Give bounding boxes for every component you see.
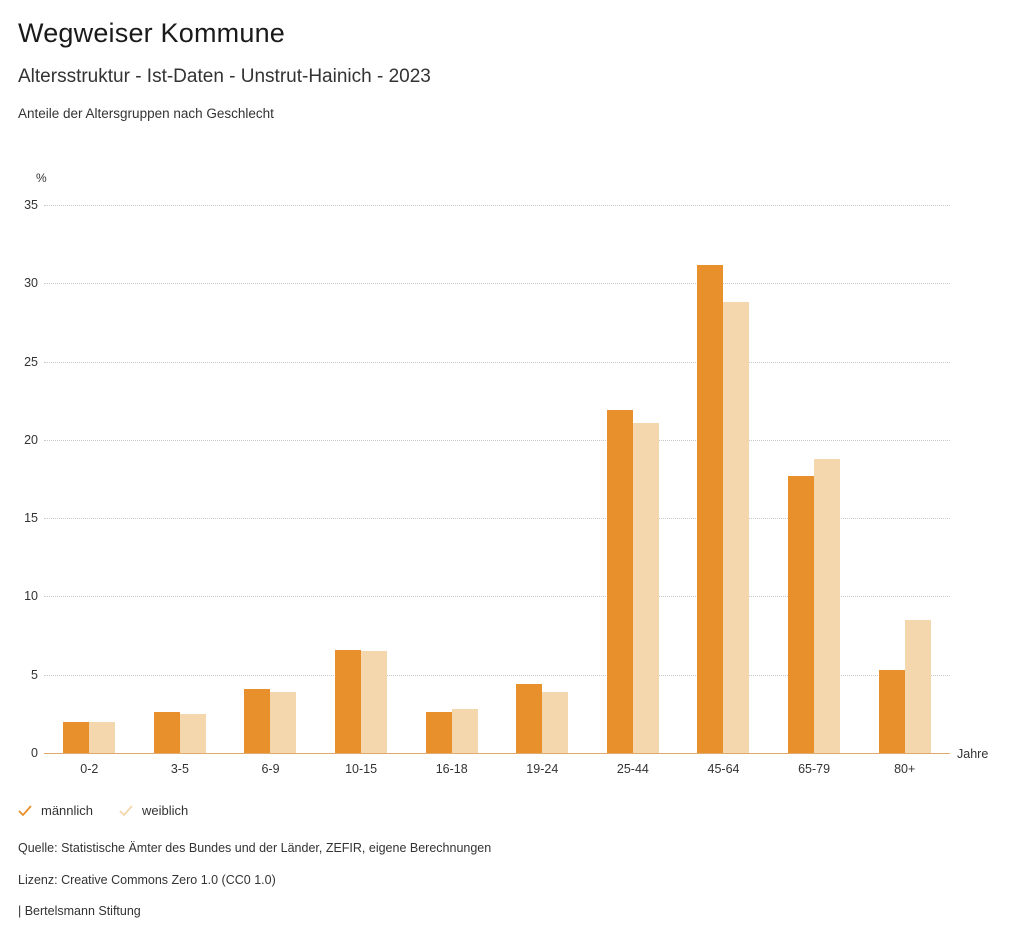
bar-männlich-19-24[interactable] bbox=[516, 684, 542, 753]
bar-weiblich-19-24[interactable] bbox=[542, 692, 568, 753]
bar-männlich-10-15[interactable] bbox=[335, 650, 361, 753]
bar-group bbox=[225, 205, 316, 753]
gridline bbox=[44, 753, 950, 754]
legend-item-label: weiblich bbox=[142, 803, 189, 818]
page-caption: Anteile der Altersgruppen nach Geschlecht bbox=[18, 106, 274, 121]
bar-group bbox=[135, 205, 226, 753]
bar-group bbox=[406, 205, 497, 753]
y-axis-tick-label: 0 bbox=[31, 746, 38, 760]
bar-group bbox=[316, 205, 407, 753]
bar-männlich-80+[interactable] bbox=[879, 670, 905, 753]
bar-group bbox=[769, 205, 860, 753]
legend-item-label: männlich bbox=[41, 803, 94, 818]
bar-weiblich-80+[interactable] bbox=[905, 620, 931, 753]
bar-group bbox=[859, 205, 950, 753]
bar-männlich-6-9[interactable] bbox=[244, 689, 270, 753]
bar-männlich-0-2[interactable] bbox=[63, 722, 89, 753]
bar-weiblich-3-5[interactable] bbox=[180, 714, 206, 753]
x-axis-tick-label: 80+ bbox=[894, 762, 916, 776]
bar-männlich-25-44[interactable] bbox=[607, 410, 633, 753]
x-axis-tick-label: 10-15 bbox=[345, 762, 378, 776]
bar-männlich-45-64[interactable] bbox=[697, 265, 723, 754]
y-axis-tick-label: 30 bbox=[24, 276, 38, 291]
y-axis-tick-label: 10 bbox=[24, 589, 38, 604]
page-title: Wegweiser Kommune bbox=[18, 18, 286, 48]
page-subtitle: Altersstruktur - Ist-Daten - Unstrut-Hainich - 2023 bbox=[18, 66, 431, 87]
y-axis-unit-label: % bbox=[36, 171, 47, 185]
bar-group bbox=[44, 205, 135, 753]
x-axis-tick-label: 3-5 bbox=[170, 762, 189, 776]
y-axis-tick-labels bbox=[0, 198, 38, 760]
footer-source: Quelle: Statistische Ämter des Bundes und der Länder, ZEFIR, eigene Berechnungen bbox=[18, 841, 492, 855]
check-icon[interactable] bbox=[18, 804, 32, 818]
bar-group bbox=[588, 205, 679, 753]
bar-weiblich-45-64[interactable] bbox=[723, 302, 749, 753]
bar-group bbox=[497, 205, 588, 753]
x-axis-tick-label: 16-18 bbox=[435, 762, 468, 776]
x-axis-tick-label: 25-44 bbox=[616, 762, 649, 776]
y-axis-tick-label: 20 bbox=[24, 432, 38, 447]
x-axis-tick-label: 6-9 bbox=[261, 762, 280, 776]
plot-area bbox=[44, 205, 950, 753]
bar-weiblich-25-44[interactable] bbox=[633, 423, 659, 753]
bar-weiblich-0-2[interactable] bbox=[89, 722, 115, 753]
y-axis-tick-label: 35 bbox=[24, 198, 38, 212]
bar-weiblich-65-79[interactable] bbox=[814, 459, 840, 753]
bar-group bbox=[678, 205, 769, 753]
bar-männlich-16-18[interactable] bbox=[426, 712, 452, 753]
y-axis-tick-label: 15 bbox=[24, 511, 38, 526]
bar-weiblich-10-15[interactable] bbox=[361, 651, 387, 753]
footer-license: Lizenz: Creative Commons Zero 1.0 (CC0 1.0) bbox=[18, 872, 276, 887]
legend-item-männlich[interactable] bbox=[18, 803, 93, 818]
y-axis-tick-label: 5 bbox=[31, 667, 38, 682]
footer bbox=[18, 842, 491, 937]
x-axis-tick-label: 45-64 bbox=[707, 762, 740, 776]
bar-männlich-3-5[interactable] bbox=[154, 712, 180, 753]
legend-item-weiblich[interactable] bbox=[119, 803, 188, 818]
x-axis-tick-label: 19-24 bbox=[526, 762, 559, 776]
bar-weiblich-6-9[interactable] bbox=[270, 692, 296, 753]
check-icon[interactable] bbox=[119, 804, 133, 818]
x-axis-tick-label: 0-2 bbox=[80, 762, 99, 776]
x-axis-unit-label: Jahre bbox=[957, 747, 989, 761]
footer-publisher: | Bertelsmann Stiftung bbox=[18, 904, 141, 918]
x-axis-tick-label: 65-79 bbox=[798, 762, 831, 776]
bar-männlich-65-79[interactable] bbox=[788, 476, 814, 753]
bar-weiblich-16-18[interactable] bbox=[452, 709, 478, 753]
chart-legend bbox=[18, 803, 188, 818]
y-axis-tick-label: 25 bbox=[24, 354, 38, 369]
